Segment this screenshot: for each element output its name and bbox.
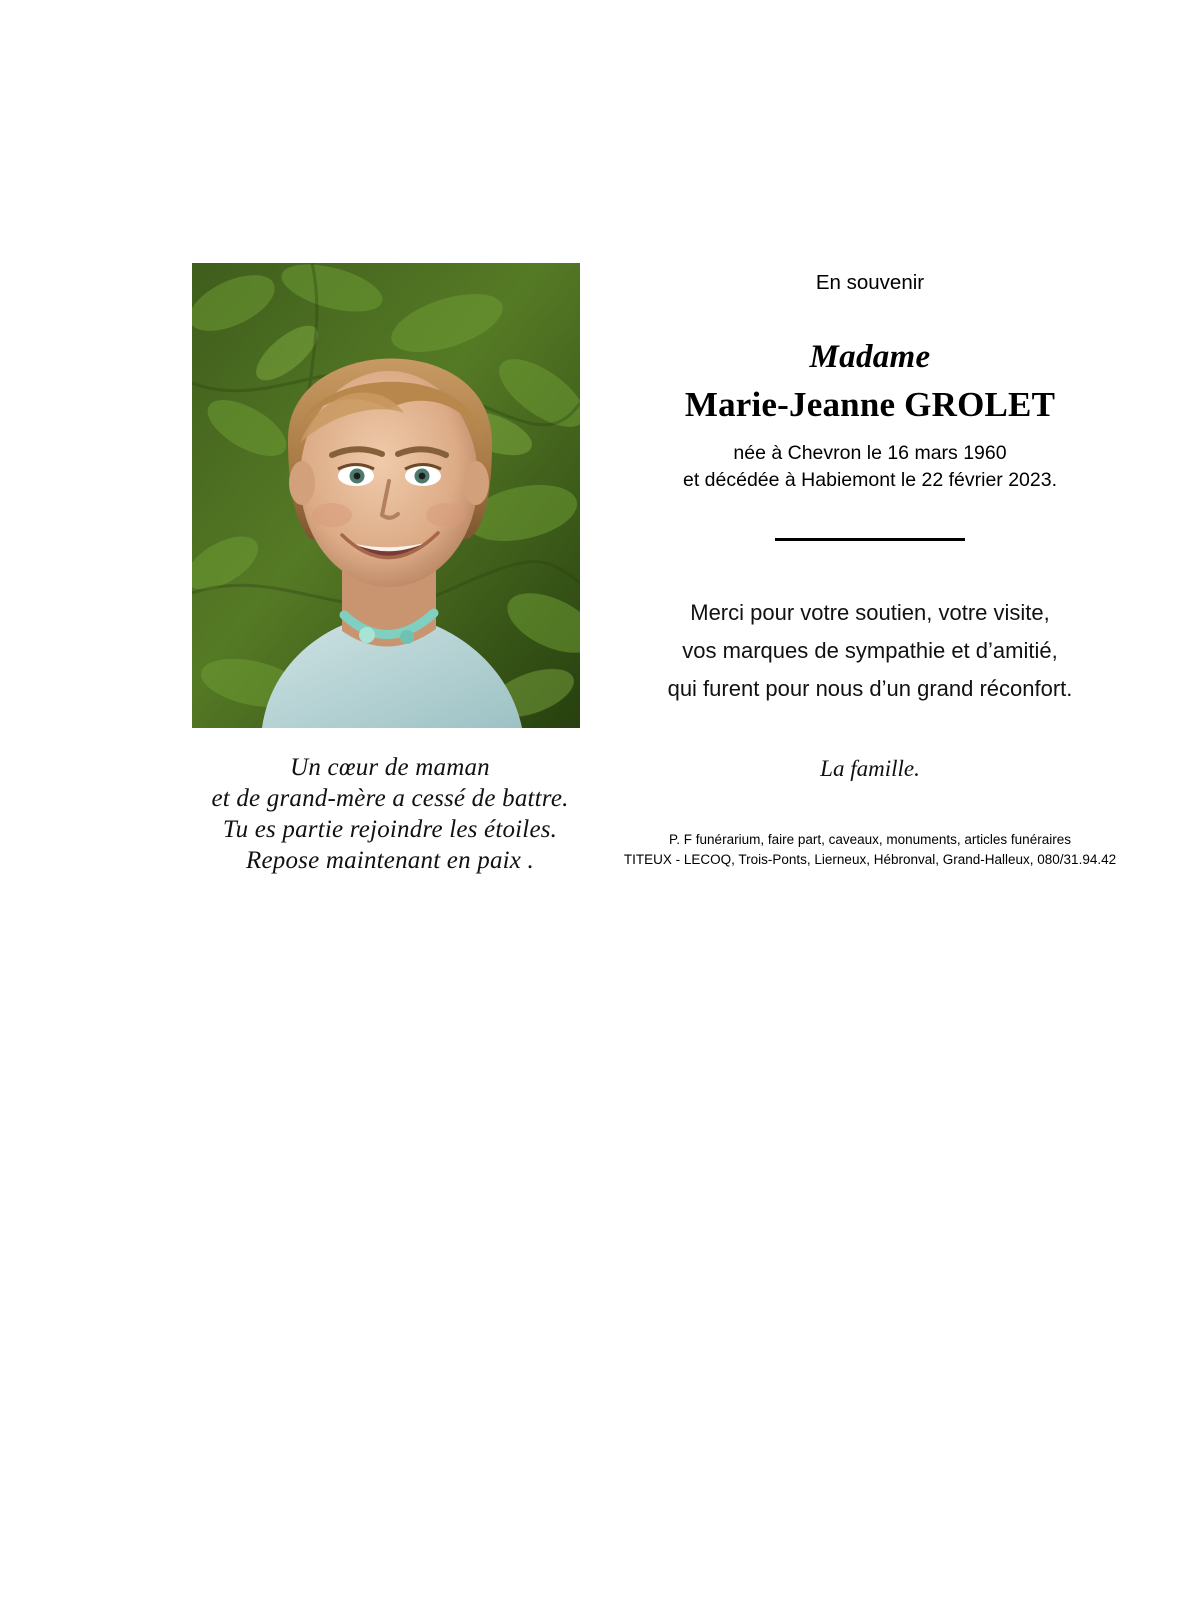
death-line: et décédée à Habiemont le 22 février 2023. [683,469,1057,491]
divider [620,538,1120,552]
poem-line-2: et de grand-mère a cessé de battre. [211,785,569,812]
divider-rule [775,538,965,541]
birth-line: née à Chevron le 16 mars 1960 [733,442,1007,464]
in-memory-label: En souvenir [815,271,925,294]
thanks-line-2: vos marques de sympathie et d’amitié, [682,638,1058,663]
poem-line-3: Tu es partie rejoindre les étoiles. [222,816,558,843]
imprint-line-2: TITEUX - LECOQ, Trois-Ponts, Lierneux, Hébronval, Grand-Halleux, 080/31.94.42 [623,852,1117,867]
poem-line-1: Un cœur de maman [290,754,490,781]
poem [150,752,630,876]
imprint-line-1: P. F funérarium, faire part, caveaux, monuments, articles funéraires [669,832,1071,847]
signature: La famille. [820,756,920,781]
portrait-photo [192,263,580,728]
funeral-home-imprint [620,830,1120,870]
deceased-title: Madame [809,339,931,375]
memorial-text-block [620,270,1120,870]
poem-line-4: Repose maintenant en paix . [246,847,534,874]
thanks-line-1: Merci pour votre soutien, votre visite, [690,600,1050,625]
life-dates [620,440,1120,494]
thanks-message [620,594,1120,708]
deceased-name: Marie-Jeanne GROLET [684,385,1056,424]
thanks-line-3: qui furent pour nous d’un grand réconfort. [667,676,1073,701]
